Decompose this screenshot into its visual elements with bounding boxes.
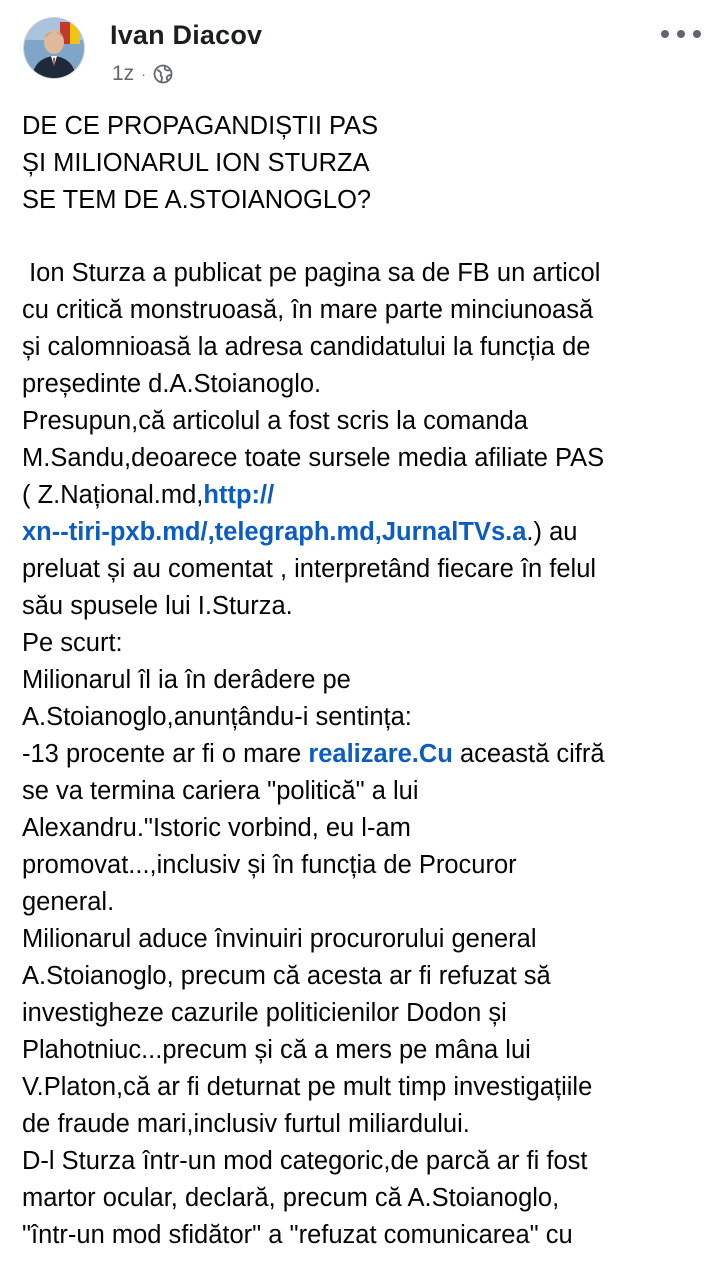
text-line (22, 514, 699, 551)
text-line: promovat...,inclusiv și în funcția de Procuror (22, 851, 517, 879)
text-line: Milionarul îl ia în derâdere pe (22, 666, 351, 694)
headline-line: DE CE PROPAGANDIȘTII PAS (22, 112, 379, 140)
text-line: președinte d.A.Stoianoglo. (22, 370, 322, 398)
text-line (22, 477, 699, 514)
more-options-icon[interactable] (661, 22, 701, 46)
text-line: Plahotniuc...precum și că a mers pe mâna lui (22, 1036, 531, 1064)
text-line: investigheze cazurile politicienilor Dodon și (22, 999, 507, 1027)
post-link[interactable]: realizare.Cu (308, 740, 453, 768)
text-fragment: această cifră (452, 740, 605, 768)
text-line: preluat și au comentat , interpretând fiecare în felul (22, 555, 597, 583)
globe-icon[interactable] (153, 64, 173, 84)
post-link[interactable]: http:// (203, 481, 275, 509)
more-dot (693, 30, 701, 38)
text-line: "într-un mod sfidător" a "refuzat comunicarea" cu (22, 1221, 573, 1249)
text-fragment: .) au (526, 518, 578, 546)
text-line: M.Sandu,deoarece toate sursele media afiliate PAS (22, 444, 605, 472)
text-line: A.Stoianoglo,anunțându-i sentința: (22, 703, 412, 731)
post-header (0, 0, 721, 96)
text-line: Alexandru."Istoric vorbind, eu l-am (22, 814, 411, 842)
more-dot (661, 30, 669, 38)
post-text (22, 255, 699, 1254)
text-line: Ion Sturza a publicat pe pagina sa de FB un articol (22, 259, 601, 287)
text-fragment: ( Z.Național.md, (22, 481, 204, 509)
text-line: general. (22, 888, 115, 916)
text-fragment: -13 procente ar fi o mare (22, 740, 309, 768)
post-body (0, 96, 721, 1254)
text-line: se va termina cariera "politică" a lui (22, 777, 419, 805)
text-line: de fraude mari,inclusiv furtul miliardului. (22, 1110, 470, 1138)
post-meta (112, 62, 173, 86)
headline-line: ȘI MILIONARUL ION STURZA (22, 149, 370, 177)
text-line: V.Platon,că ar fi deturnat pe mult timp investigațiile (22, 1073, 593, 1101)
text-line: martor ocular, declară, precum că A.Stoianoglo, (22, 1184, 560, 1212)
meta-separator: · (141, 66, 146, 82)
text-line: și calomnioasă la adresa candidatului la funcția de (22, 333, 591, 361)
post-time[interactable]: 1z (112, 62, 135, 85)
more-dot (677, 30, 685, 38)
author-avatar[interactable] (24, 18, 84, 78)
text-line: D-l Sturza într-un mod categoric,de parcă ar fi fost (22, 1147, 588, 1175)
post-link[interactable]: xn--tiri-pxb.md/,telegraph.md,JurnalTVs.a (22, 518, 527, 546)
text-line: Milionarul aduce învinuiri procurorului general (22, 925, 537, 953)
headline-line: SE TEM DE A.STOIANOGLO? (22, 186, 372, 214)
text-line: Presupun,că articolul a fost scris la comanda (22, 407, 528, 435)
avatar-image (24, 18, 84, 78)
text-line: cu critică monstruoasă, în mare parte minciunoasă (22, 296, 594, 324)
text-line (22, 736, 699, 773)
author-name[interactable]: Ivan Diacov (110, 20, 263, 50)
text-line: A.Stoianoglo, precum că acesta ar fi refuzat să (22, 962, 551, 990)
text-line: său spusele lui I.Sturza. (22, 592, 293, 620)
post-headline (22, 108, 699, 219)
text-line: Pe scurt: (22, 629, 123, 657)
